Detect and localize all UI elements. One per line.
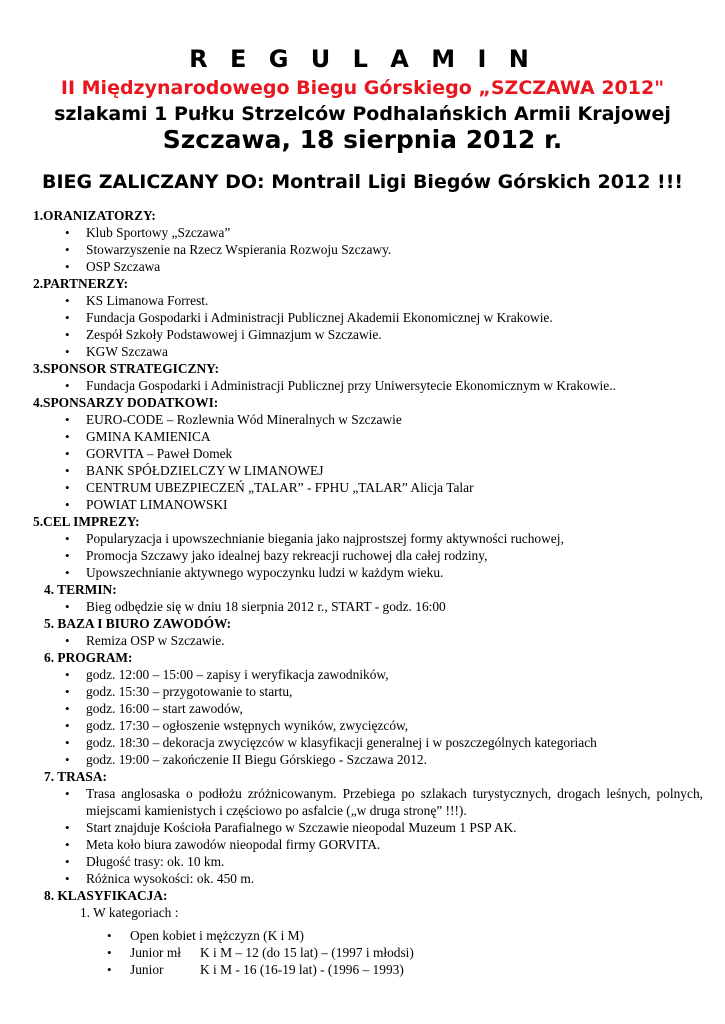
list-item: • CENTRUM UBEZPIECZEŃ „TALAR” - FPHU „TALAR” Alicja Talar bbox=[33, 479, 703, 496]
list-item: • OSP Szczawa bbox=[33, 258, 703, 275]
category-item bbox=[33, 927, 703, 944]
list-item: • godz. 19:00 – zakończenie II Biegu Górskiego - Szczawa 2012. bbox=[33, 751, 703, 768]
list-item: • KS Limanowa Forrest. bbox=[33, 292, 703, 309]
section-list bbox=[33, 292, 703, 360]
category-text: K i M - 16 (16-19 lat) - (1996 – 1993) bbox=[200, 962, 404, 977]
section-heading: 5.CEL IMPREZY: bbox=[33, 514, 140, 529]
list-item: • Klub Sportowy „Szczawa” bbox=[33, 224, 703, 241]
list-item: • Stowarzyszenie na Rzecz Wspierania Rozwoju Szczawy. bbox=[33, 241, 703, 258]
league-notice: BIEG ZALICZANY DO: Montrail Ligi Biegów Górskich 2012 !!! bbox=[41, 171, 684, 193]
list-item: • godz. 16:00 – start zawodów, bbox=[33, 700, 703, 717]
list-item: • BANK SPÓŁDZIELCZY W LIMANOWEJ bbox=[33, 462, 703, 479]
section-heading: 8. KLASYFIKACJA: bbox=[44, 888, 168, 903]
section-list bbox=[33, 530, 703, 581]
list-item: • Promocja Szczawy jako idealnej bazy rekreacji ruchowej dla całej rodziny, bbox=[33, 547, 703, 564]
list-item: • Fundacja Gospodarki i Administracji Publicznej przy Uniwersytecie Ekonomicznym w Krakowie.. bbox=[33, 377, 703, 394]
section-heading: 3.SPONSOR STRATEGICZNY: bbox=[33, 361, 220, 376]
list-item: • KGW Szczawa bbox=[33, 343, 703, 360]
route-subtitle: szlakami 1 Pułku Strzelców Podhalańskich Armii Krajowej bbox=[54, 103, 671, 125]
list-item: • EURO-CODE – Rozlewnia Wód Mineralnych w Szczawie bbox=[33, 411, 703, 428]
list-item: • GORVITA – Paweł Domek bbox=[33, 445, 703, 462]
section-heading: 7. TRASA: bbox=[44, 769, 107, 784]
place-date: Szczawa, 18 sierpnia 2012 r. bbox=[162, 125, 563, 154]
list-item: • GMINA KAMIENICA bbox=[33, 428, 703, 445]
section-heading: 4.SPONSARZY DODATKOWI: bbox=[33, 395, 219, 410]
regulations-body bbox=[33, 207, 703, 978]
section-list bbox=[33, 632, 703, 649]
list-item: • Meta koło biura zawodów nieopodal firmy GORVITA. bbox=[33, 836, 703, 853]
section-heading: 4. TERMIN: bbox=[44, 582, 117, 597]
section-list bbox=[33, 598, 703, 615]
section-list bbox=[33, 666, 703, 768]
section-list bbox=[33, 411, 703, 513]
category-text: Open kobiet i mężczyzn (K i M) bbox=[130, 928, 305, 943]
list-item: • godz. 17:30 – ogłoszenie wstępnych wyników, zwycięzców, bbox=[33, 717, 703, 734]
list-item: • Popularyzacja i upowszechnianie biegania jako najprostszej formy aktywności ruchowej, bbox=[33, 530, 703, 547]
section-heading: 1.ORANIZATORZY: bbox=[33, 208, 156, 223]
list-item: • Długość trasy: ok. 10 km. bbox=[33, 853, 703, 870]
category-item bbox=[33, 944, 703, 961]
numbered-item: 1. W kategoriach : bbox=[80, 905, 179, 920]
section-list bbox=[33, 377, 703, 394]
category-list bbox=[33, 927, 703, 978]
section-heading: 6. PROGRAM: bbox=[44, 650, 133, 665]
category-text: K i M – 12 (do 15 lat) – (1997 i młodsi) bbox=[200, 945, 414, 960]
list-item: • Fundacja Gospodarki i Administracji Publicznej Akademii Ekonomicznej w Krakowie. bbox=[33, 309, 703, 326]
category-name: Junior bbox=[130, 962, 164, 977]
list-item: • Start znajduje Kościoła Parafialnego w Szczawie nieopodal Muzeum 1 PSP AK. bbox=[33, 819, 703, 836]
list-item: • Zespół Szkoły Podstawowej i Gimnazjum w Szczawie. bbox=[33, 326, 703, 343]
event-name: II Międzynarodowego Biegu Górskiego „SZCZAWA 2012" bbox=[60, 77, 665, 99]
list-item: • Bieg odbędzie się w dniu 18 sierpnia 2012 r., START - godz. 16:00 bbox=[33, 598, 703, 615]
list-item: • godz. 18:30 – dekoracja zwycięzców w klasyfikacji generalnej i w poszczególnych kategoriach bbox=[33, 734, 703, 751]
list-item: • Remiza OSP w Szczawie. bbox=[33, 632, 703, 649]
category-name: Junior mł bbox=[130, 945, 181, 960]
list-item: • Różnica wysokości: ok. 450 m. bbox=[33, 870, 703, 887]
category-item bbox=[33, 961, 703, 978]
section-list bbox=[33, 224, 703, 275]
section-heading: 5. BAZA I BIURO ZAWODÓW: bbox=[44, 616, 232, 631]
list-item: • Upowszechnianie aktywnego wypoczynku ludzi w każdym wieku. bbox=[33, 564, 703, 581]
list-item: • Trasa anglosaska o podłożu zróżnicowanym. Przebiega po szlakach turystycznych, drogach leśnych, polnych, miejscami kamienistych i częściowo po asfalcie („w druga stronę” !!!). bbox=[33, 785, 703, 819]
section-heading: 2.PARTNERZY: bbox=[33, 276, 129, 291]
document-title: R E G U L A M I N bbox=[189, 45, 536, 73]
section-list bbox=[33, 785, 703, 887]
list-item: • POWIAT LIMANOWSKI bbox=[33, 496, 703, 513]
list-item: • godz. 15:30 – przygotowanie to startu, bbox=[33, 683, 703, 700]
list-item: • godz. 12:00 – 15:00 – zapisy i weryfikacja zawodników, bbox=[33, 666, 703, 683]
